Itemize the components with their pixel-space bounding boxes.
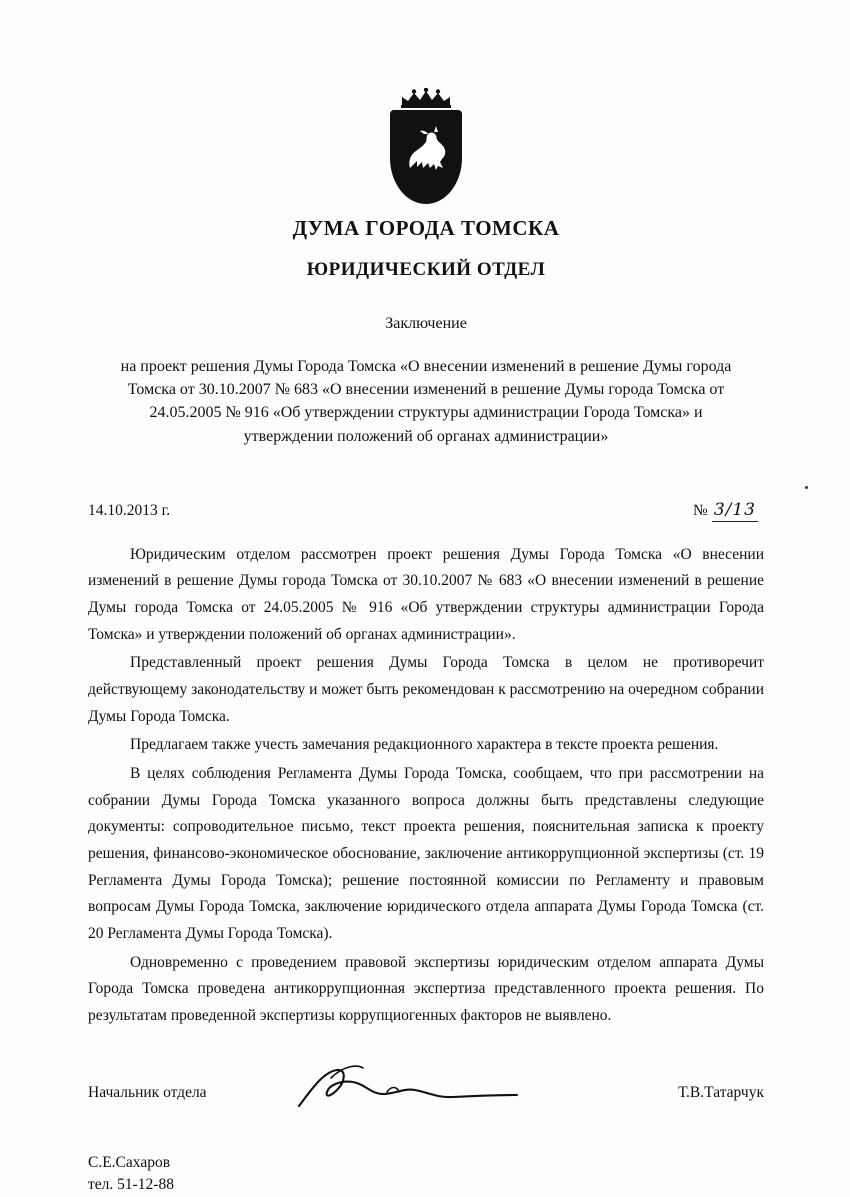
document-meta [88, 500, 764, 520]
executor-phone: тел. 51-12-88 [88, 1176, 174, 1194]
signatory-position: Начальник отдела [88, 1083, 207, 1101]
page-title: ДУМА ГОРОДА ТОМСКА [292, 216, 560, 240]
document-date: 14.10.2013 г. [88, 501, 171, 519]
signature-block [88, 1070, 764, 1116]
document-number [693, 500, 764, 520]
paragraph: Представленный проект решения Думы Города Томска в целом не противоречит действующему законодательству и может быть рекомендован к рассмотрению на очередном собрании Думы Города Томска. [88, 654, 764, 725]
number-value: 3/13 [713, 499, 756, 520]
coat-of-arms [88, 88, 764, 206]
paragraph: Предлагаем также учесть замечания редакционного характера в тексте проекта решения. [130, 736, 719, 754]
number-label: № [693, 501, 708, 519]
paragraph: Одновременно с проведением правовой экспертизы юридическим отделом аппарата Думы Города Томска проведена антикоррупционная экспертиза представленного проекта решения. По результатам проведенной экспертизы коррупциогенных факторов не выявлено. [88, 953, 764, 1024]
document-kind: Заключение [385, 315, 467, 332]
tomsk-coat-of-arms-horse-icon [390, 110, 462, 204]
signatory-name: Т.В.Татарчук [678, 1083, 764, 1101]
department-title: ЮРИДИЧЕСКИЙ ОТДЕЛ [306, 259, 546, 280]
shield-shape [390, 110, 462, 204]
executor-block [88, 1152, 764, 1197]
emblem-graphic [383, 88, 469, 206]
paragraph: Юридическим отделом рассмотрен проект решения Думы Города Томска «О внесении изменений в решение Думы города Томска от 30.10.2007 № 683 «О внесении изменений в решение Думы города Томска от 24.05.2005 № 916 «Об утверждении структуры администрации Города Томска» и утверждении положений об органах администрации». [88, 545, 764, 643]
crown-icon [398, 88, 454, 108]
executor-name: С.Е.Сахаров [88, 1153, 171, 1171]
signature-icon [291, 1062, 531, 1114]
document-body [88, 542, 764, 1030]
stray-mark [805, 486, 808, 489]
handwritten-signature [207, 1070, 679, 1116]
paragraph: В целях соблюдения Регламента Думы Города Томска, сообщаем, что при рассмотрении на собрании Думы Города Томска указанного вопроса должны быть представлены следующие документы: сопроводительное письмо, текст проекта решения, пояснительная записка к проекту решения, финансово-экономическое обоснование, заключение антикоррупционной экспертизы (ст. 19 Регламента Думы Города Томска); решение постоянной комиссии по Регламенту и правовым вопросам Думы Города Томска, заключение юридического отдела аппарата Думы Города Томска (ст. 20 Регламента Думы Города Томска). [88, 765, 764, 942]
document-subject: на проект решения Думы Города Томска «О внесении изменений в решение Думы города Томска от 30.10.2007 № 683 «О внесении изменений в решение Думы города Томска от 24.05.2005 № 916 «Об утверждении структуры администрации Города Томска» и утверждении положений об органах администрации» [120, 358, 732, 445]
document-content [88, 60, 764, 1197]
